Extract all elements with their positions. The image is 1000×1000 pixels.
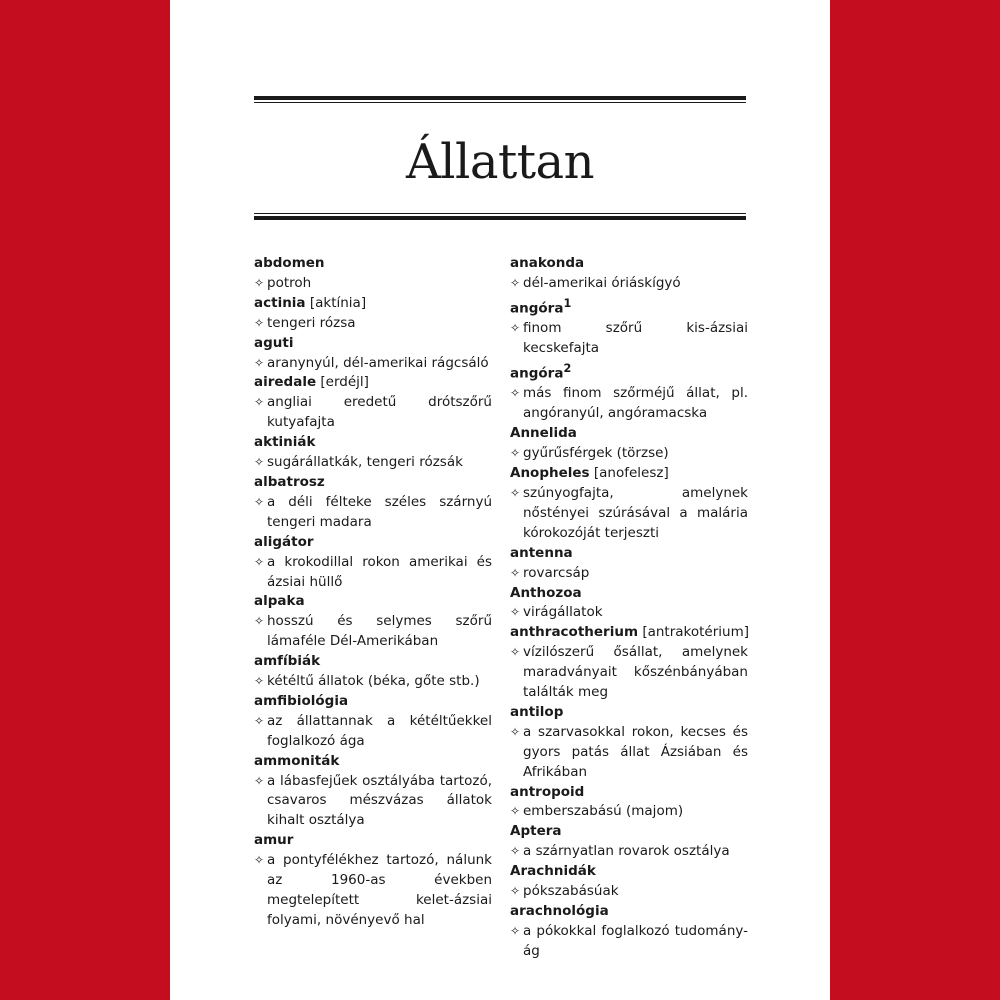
sparkle-icon: ✧ (510, 645, 521, 660)
dictionary-entry (510, 703, 748, 783)
entry-definition (254, 354, 492, 374)
definition-text: virágállatok (523, 604, 603, 621)
definition-text: rovarcsáp (523, 564, 590, 581)
entry-definition (510, 882, 748, 902)
headword: amfíbiák (254, 653, 321, 670)
definition-text: dél-amerikai óriáskígyó (523, 274, 681, 291)
headword: Arachnidák (510, 863, 596, 880)
entry-definition (254, 612, 492, 652)
pronunciation: [aktínia] (309, 294, 367, 311)
dictionary-entry (254, 433, 492, 473)
dictionary-entry (510, 783, 748, 823)
headword: ammoniták (254, 752, 340, 769)
dictionary-entry (510, 902, 748, 962)
dictionary-entry (510, 584, 748, 624)
definition-text: tengeri rózsa (267, 314, 356, 331)
entry-heading (510, 822, 748, 842)
dictionary-entry (510, 464, 748, 544)
pronunciation: [anofelesz] (593, 465, 669, 482)
entry-definition (510, 444, 748, 464)
sparkle-icon: ✧ (510, 724, 521, 739)
headword: antilop (510, 703, 564, 720)
page-title: Állattan (405, 134, 595, 190)
headword: amfibiológia (254, 692, 349, 709)
sparkle-icon: ✧ (254, 275, 265, 290)
dictionary-entry (510, 623, 748, 703)
dictionary-entry (254, 652, 492, 692)
dictionary-entry (254, 373, 492, 433)
entry-heading (254, 433, 492, 453)
entry-definition (510, 319, 748, 359)
headword: alpaka (254, 593, 305, 610)
dictionary-entry (254, 294, 492, 334)
entry-heading (510, 294, 748, 319)
definition-text: a déli félteke széles szárnyú tengeri madara (267, 493, 492, 530)
entry-heading (254, 533, 492, 553)
definition-text: kétéltű állatok (béka, gőte stb.) (267, 673, 480, 690)
entry-heading (254, 831, 492, 851)
title-rule-bottom (254, 213, 746, 220)
entry-definition (510, 922, 748, 962)
dictionary-entry (254, 592, 492, 652)
dictionary-entry (254, 254, 492, 294)
sparkle-icon: ✧ (254, 674, 265, 689)
definition-text: más finom szőrméjű állat, pl. angóranyúl, angóramacska (523, 385, 748, 422)
sparkle-icon: ✧ (254, 395, 265, 410)
sparkle-icon: ✧ (254, 315, 265, 330)
definition-text: potroh (267, 274, 312, 291)
dictionary-entry (254, 831, 492, 931)
headword: angóra (510, 365, 564, 382)
entry-heading (510, 862, 748, 882)
headword: aktiniák (254, 434, 316, 451)
sparkle-icon: ✧ (254, 853, 265, 868)
entry-heading (254, 592, 492, 612)
entry-heading (510, 359, 748, 384)
entry-definition (254, 274, 492, 294)
entry-heading (510, 254, 748, 274)
definition-text: sugárállatkák, tengeri rózsák (267, 454, 463, 471)
definition-text: a lábasfejűek osztályába tartozó, csavaros mészvázas állatok kihalt osztálya (267, 772, 492, 829)
definition-text: az állattannak a kétéltűekkel foglalkozó ága (267, 712, 492, 749)
homonym-number: 2 (563, 362, 572, 376)
headword: aguti (254, 334, 294, 351)
sparkle-icon: ✧ (510, 844, 521, 859)
sparkle-icon: ✧ (510, 386, 521, 401)
entry-heading (254, 254, 492, 274)
dictionary-entry (510, 544, 748, 584)
entry-heading (510, 424, 748, 444)
entry-heading (510, 902, 748, 922)
entry-definition (254, 553, 492, 593)
book-page (170, 0, 830, 1000)
entry-definition (254, 314, 492, 334)
entry-definition (254, 772, 492, 832)
dictionary-entry (510, 294, 748, 359)
headword: Aptera (510, 823, 562, 840)
sparkle-icon: ✧ (510, 446, 521, 461)
pronunciation: [erdéjl] (320, 374, 369, 391)
entry-heading (254, 473, 492, 493)
entry-heading (254, 334, 492, 354)
headword: Annelida (510, 425, 577, 442)
definition-text: hosszú és selymes szőrű lámaféle Dél-Amerikában (267, 613, 492, 650)
sparkle-icon: ✧ (254, 773, 265, 788)
entry-heading (254, 373, 492, 393)
sparkle-icon: ✧ (510, 275, 521, 290)
entry-definition (254, 672, 492, 692)
headword: Anopheles (510, 465, 590, 482)
dictionary-entry (510, 359, 748, 424)
entry-heading (254, 294, 492, 314)
sparkle-icon: ✧ (510, 605, 521, 620)
sparkle-icon: ✧ (254, 494, 265, 509)
title-rule-top (254, 96, 746, 103)
entry-heading (254, 752, 492, 772)
dictionary-entry (510, 862, 748, 902)
entry-definition (510, 484, 748, 544)
headword: anakonda (510, 255, 585, 271)
headword: amur (254, 832, 294, 849)
sparkle-icon: ✧ (510, 321, 521, 336)
dictionary-entry (254, 473, 492, 533)
definition-text: szúnyogfajta, amelynek nőstényei szúrásával a malária kórokozóját terjeszti (523, 484, 748, 541)
entry-heading (510, 544, 748, 564)
dictionary-entry (254, 692, 492, 752)
dictionary-entry (510, 822, 748, 862)
definition-text: aranynyúl, dél-amerikai rágcsáló (267, 354, 489, 371)
definition-text: emberszabású (majom) (523, 803, 684, 820)
sparkle-icon: ✧ (510, 485, 521, 500)
dictionary-entry (510, 254, 748, 294)
headword: arachnológia (510, 903, 609, 919)
sparkle-icon: ✧ (254, 355, 265, 370)
headword: antenna (510, 544, 573, 561)
sparkle-icon: ✧ (254, 713, 265, 728)
definition-text: a pókokkal foglalkozó tudomány-ág (523, 922, 748, 959)
headword: aligátor (254, 533, 314, 550)
dictionary-entry (510, 424, 748, 464)
sparkle-icon: ✧ (510, 923, 521, 938)
headword: actinia (254, 294, 306, 311)
entry-definition (510, 802, 748, 822)
definition-text: angliai eredetű drótszőrű kutyafajta (267, 394, 492, 431)
headword: antropoid (510, 783, 585, 800)
homonym-number: 1 (563, 296, 572, 310)
entry-definition (510, 274, 748, 294)
definition-text: pókszabásúak (523, 883, 619, 900)
entry-definition (510, 643, 748, 703)
entry-definition (254, 493, 492, 533)
definition-text: a szárnyatlan rovarok osztálya (523, 843, 730, 860)
definition-text: finom szőrű kis-ázsiai kecskefajta (523, 320, 748, 357)
headword: Anthozoa (510, 584, 582, 601)
definition-text: a szarvasokkal rokon, kecses és gyors patás állat Ázsiában és Afrikában (523, 723, 748, 780)
left-column (254, 254, 492, 931)
sparkle-icon: ✧ (254, 554, 265, 569)
entry-definition (510, 564, 748, 584)
dictionary-entry (254, 533, 492, 593)
headword: airedale (254, 374, 317, 391)
sparkle-icon: ✧ (510, 565, 521, 580)
headword: abdomen (254, 255, 325, 271)
pronunciation: [antrakotérium] (642, 624, 749, 641)
entry-heading (510, 783, 748, 803)
definition-text: a krokodillal rokon amerikai és ázsiai hüllő (267, 553, 492, 590)
entry-heading (510, 584, 748, 604)
right-column (510, 254, 748, 962)
sparkle-icon: ✧ (254, 455, 265, 470)
headword: albatrosz (254, 473, 325, 490)
entry-heading (254, 692, 492, 712)
dictionary-entry (254, 752, 492, 832)
entry-heading (510, 623, 748, 643)
sparkle-icon: ✧ (254, 614, 265, 629)
entry-heading (510, 464, 748, 484)
entry-heading (510, 703, 748, 723)
entry-definition (254, 393, 492, 433)
entry-definition (254, 453, 492, 473)
definition-text: a pontyfélékhez tartozó, nálunk az 1960-as években megtelepített kelet-ázsiai folyami, növényevő hal (267, 852, 492, 928)
entry-definition (510, 384, 748, 424)
definition-text: gyűrűsférgek (törzse) (523, 445, 669, 462)
definition-text: vízilószerű ősállat, amelynek maradványait kőszénbányában találták meg (523, 644, 748, 701)
dictionary-entry (254, 334, 492, 374)
entry-definition (510, 842, 748, 862)
entry-definition (254, 851, 492, 931)
entry-definition (510, 723, 748, 783)
sparkle-icon: ✧ (510, 804, 521, 819)
headword: anthracotherium (510, 624, 639, 641)
entry-heading (254, 652, 492, 672)
headword: angóra (510, 300, 564, 317)
sparkle-icon: ✧ (510, 884, 521, 899)
entry-definition (254, 712, 492, 752)
entry-definition (510, 603, 748, 623)
